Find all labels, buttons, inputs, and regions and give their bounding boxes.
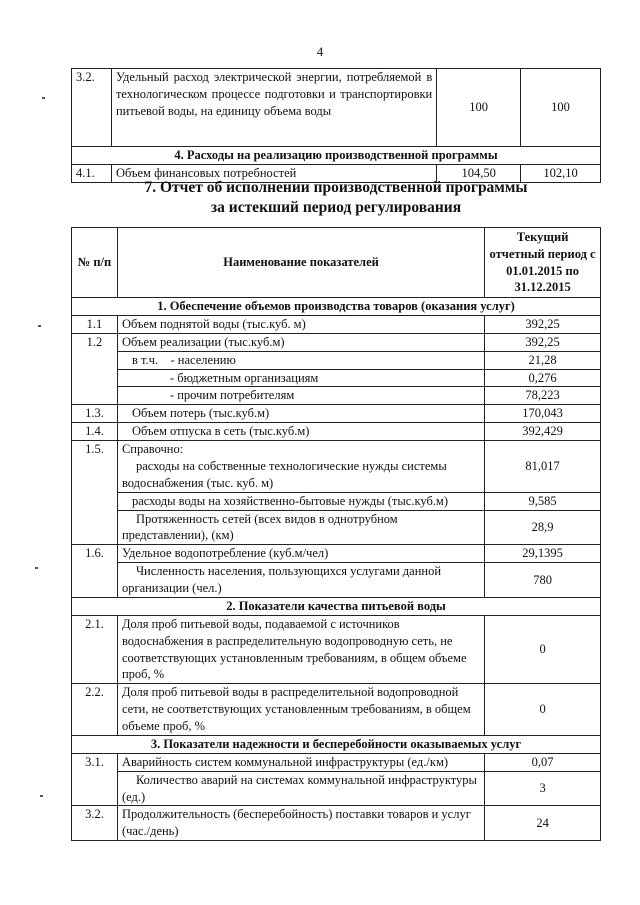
table-row	[72, 771, 601, 806]
table-row	[72, 351, 601, 369]
row-value: 102,10	[521, 164, 601, 182]
report-title	[71, 178, 601, 218]
section-title: 3. Показатели надежности и бесперебойности оказываемых услуг	[72, 735, 601, 753]
row-value: 28,9	[485, 510, 601, 545]
row-name: Удельный расход электрической энергии, потребляемой в технологическом процессе подготовки и транспортировки питьевой воды, на единицу объема воды	[111, 69, 436, 147]
table-row	[72, 369, 601, 387]
row-value: 0	[485, 615, 601, 684]
row-number: 1.5.	[72, 441, 118, 545]
row-name: Продолжительность (бесперебойность) поставки товаров и услуг (час./день)	[117, 806, 484, 841]
table-row	[72, 441, 601, 493]
row-name: - прочим потребителям	[117, 387, 484, 405]
scan-mark	[42, 97, 45, 99]
row-value: 81,017	[485, 441, 601, 493]
row-number: 2.1.	[72, 615, 118, 684]
row-value: 100	[437, 69, 521, 147]
row-number: 2.2.	[72, 684, 118, 736]
row-number: 1.4.	[72, 423, 118, 441]
row-number: 1.6.	[72, 545, 118, 598]
row-number: 3.2.	[72, 69, 112, 147]
table-row	[72, 405, 601, 423]
row-value: 100	[521, 69, 601, 147]
scan-mark	[40, 795, 43, 797]
row-number: 1.2	[72, 333, 118, 405]
report-table	[71, 227, 601, 841]
table-row	[72, 315, 601, 333]
scan-mark	[35, 567, 38, 569]
row-value: 21,28	[485, 351, 601, 369]
row-name: Численность населения, пользующихся услугами данной организации (чел.)	[117, 563, 484, 598]
table-row	[72, 423, 601, 441]
table-row	[72, 510, 601, 545]
row-value: 392,25	[485, 315, 601, 333]
header-num: № п/п	[72, 228, 118, 298]
section-row	[72, 597, 601, 615]
table-row	[72, 806, 601, 841]
row-value: 0	[485, 684, 601, 736]
row-value: 392,429	[485, 423, 601, 441]
row-name: Аварийность систем коммунальной инфраструктуры (ед./км)	[117, 753, 484, 771]
row-value: 0,07	[485, 753, 601, 771]
row-value: 104,50	[437, 164, 521, 182]
section-row	[72, 298, 601, 316]
row-value: 0,276	[485, 369, 601, 387]
row-name: Объем потерь (тыс.куб.м)	[117, 405, 484, 423]
scan-mark	[38, 325, 41, 327]
row-value: 392,25	[485, 333, 601, 351]
section-title: 4. Расходы на реализацию производственной программы	[72, 147, 601, 165]
row-value: 78,223	[485, 387, 601, 405]
row-name: Объем финансовых потребностей	[111, 164, 436, 182]
section-title: 1. Обеспечение объемов производства товаров (оказания услуг)	[72, 298, 601, 316]
row-value: 24	[485, 806, 601, 841]
table-row	[72, 69, 601, 147]
row-name: в т.ч. - населению	[117, 351, 484, 369]
table-row	[72, 684, 601, 736]
report-title-line2: за истекший период регулирования	[210, 199, 462, 217]
row-number: 1.3.	[72, 405, 118, 423]
row-name: Объем поднятой воды (тыс.куб. м)	[117, 315, 484, 333]
row-number: 3.2.	[72, 806, 118, 841]
row-name: Объем отпуска в сеть (тыс.куб.м)	[117, 423, 484, 441]
section-title: 2. Показатели качества питьевой воды	[72, 597, 601, 615]
table-row	[72, 753, 601, 771]
row-number: 3.1.	[72, 753, 118, 806]
row-name: Доля проб питьевой воды, подаваемой с источников водоснабжения в распределительную водопроводную сеть, не соответствующих установленным требованиям, в общем объеме проб, %	[117, 615, 484, 684]
row-name-line2: расходы на собственные технологические нужды системы водоснабжения (тыс. куб. м)	[121, 458, 447, 490]
row-name-line1: Справочно:	[121, 442, 184, 456]
table-row	[72, 333, 601, 351]
row-name: - бюджетным организациям	[117, 369, 484, 387]
header-period: Текущий отчетный период с 01.01.2015 по 31.12.2015	[485, 228, 601, 298]
row-name: Протяженность сетей (всех видов в однотрубном представлении), (км)	[117, 510, 484, 545]
row-value: 9,585	[485, 492, 601, 510]
table-row	[72, 615, 601, 684]
row-name: расходы воды на хозяйственно-бытовые нужды (тыс.куб.м)	[117, 492, 484, 510]
row-name: Количество аварий на системах коммунальной инфраструктуры (ед.)	[117, 771, 484, 806]
row-name: Доля проб питьевой воды в распределительной водопроводной сети, не соответствующих установленным требованиям, в общем объеме проб, %	[117, 684, 484, 736]
report-title-line1: 7. Отчет об исполнении производственной программы	[144, 179, 528, 196]
table-row	[72, 545, 601, 563]
row-value: 29,1395	[485, 545, 601, 563]
continuation-table	[71, 68, 601, 183]
row-name	[117, 441, 484, 493]
header-row	[72, 228, 601, 298]
header-name: Наименование показателей	[117, 228, 484, 298]
row-number: 4.1.	[72, 164, 112, 182]
table-row	[72, 492, 601, 510]
row-value: 780	[485, 563, 601, 598]
row-number: 1.1	[72, 315, 118, 333]
row-name: Объем реализации (тыс.куб.м)	[117, 333, 484, 351]
section-row	[72, 735, 601, 753]
section-row	[72, 147, 601, 165]
row-value: 170,043	[485, 405, 601, 423]
table-row	[72, 563, 601, 598]
row-name: Удельное водопотребление (куб.м/чел)	[117, 545, 484, 563]
page-number: 4	[316, 44, 324, 59]
row-value: 3	[485, 771, 601, 806]
table-row	[72, 387, 601, 405]
